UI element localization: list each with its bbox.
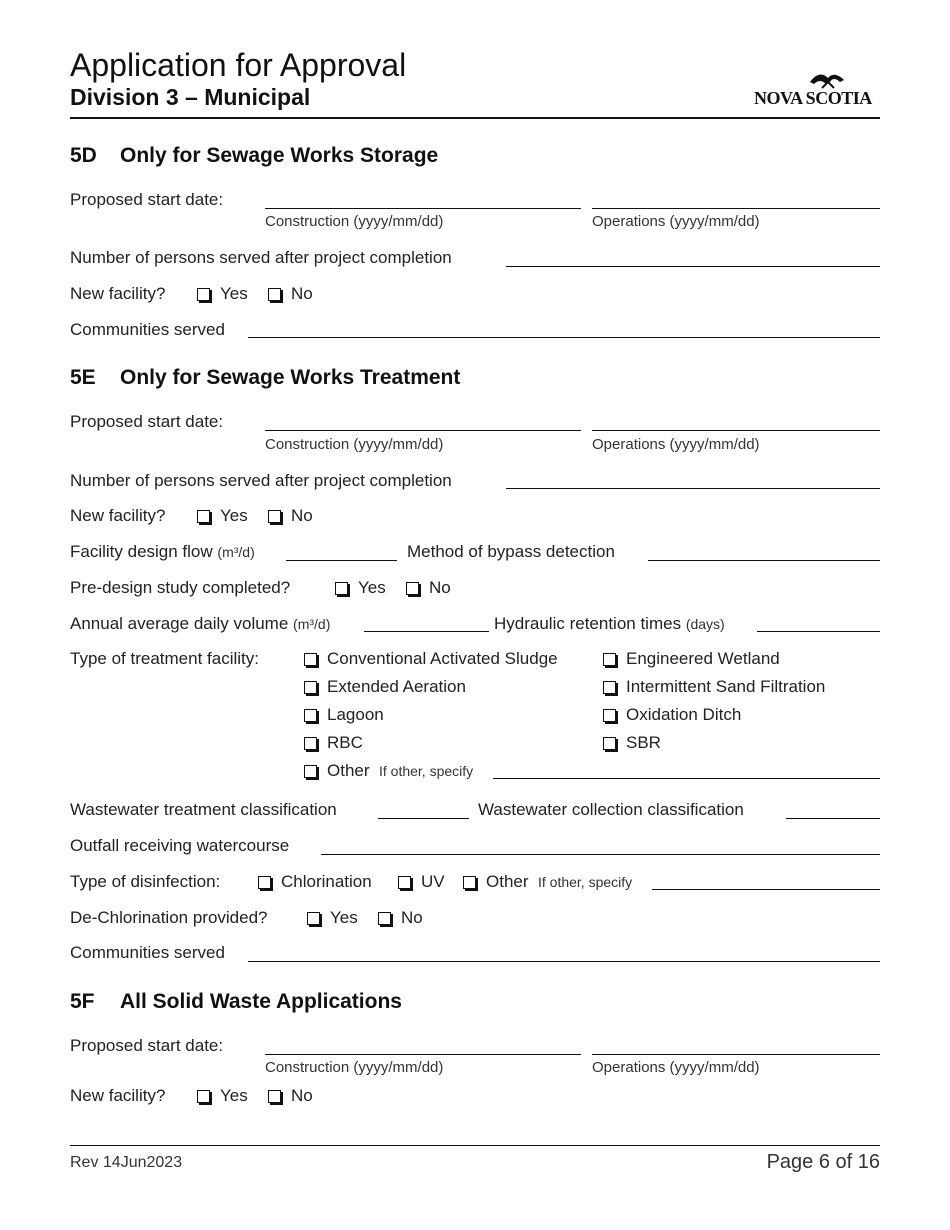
label-bypass-detection: Method of bypass detection (407, 542, 615, 561)
checkbox-disinfection-other[interactable] (463, 876, 476, 889)
label-treatment-type: Type of treatment facility: (70, 649, 259, 668)
checkbox-5e-new-facility-no[interactable] (268, 510, 281, 523)
label-5d-start-date: Proposed start date: (70, 190, 224, 209)
caption-5d-construction: Construction (yyyy/mm/dd) (265, 213, 444, 230)
footer-rule (70, 1145, 880, 1146)
option-5d-yes: Yes (220, 284, 248, 303)
header-rule (70, 117, 880, 119)
label-5d-persons-served: Number of persons served after project completion (70, 248, 452, 267)
option-engineered-wetland: Engineered Wetland (626, 649, 780, 668)
input-design-flow[interactable] (286, 560, 397, 561)
checkbox-predesign-no[interactable] (406, 582, 419, 595)
label-dechlorination: De-Chlorination provided? (70, 908, 268, 927)
checkbox-dechlorination-no[interactable] (378, 912, 391, 925)
label-5e-start-date: Proposed start date: (70, 412, 224, 431)
checkbox-oxidation-ditch[interactable] (603, 709, 616, 722)
option-treatment-other: Other If other, specify (327, 761, 474, 780)
label-5d-communities: Communities served (70, 320, 225, 339)
option-oxidation-ditch: Oxidation Ditch (626, 705, 742, 724)
checkbox-conventional-activated-sludge[interactable] (304, 653, 317, 666)
checkbox-lagoon[interactable] (304, 709, 317, 722)
checkbox-uv[interactable] (398, 876, 411, 889)
option-dechlorination-yes: Yes (330, 908, 358, 927)
section-5e-heading: 5E Only for Sewage Works Treatment (70, 366, 461, 389)
caption-5e-construction: Construction (yyyy/mm/dd) (265, 436, 444, 453)
label-collection-classification: Wastewater collection classification (478, 800, 744, 819)
input-5e-communities[interactable] (248, 961, 880, 962)
caption-5f-construction: Construction (yyyy/mm/dd) (265, 1059, 444, 1076)
input-5d-persons-served[interactable] (506, 266, 880, 267)
option-predesign-no: No (429, 578, 451, 597)
checkbox-5d-new-facility-no[interactable] (268, 288, 281, 301)
section-5d-heading: 5D Only for Sewage Works Storage (70, 144, 439, 167)
input-disinfection-other-specify[interactable] (652, 889, 880, 890)
input-5d-construction-date[interactable] (265, 208, 581, 209)
checkbox-treatment-other[interactable] (304, 765, 317, 778)
label-5e-new-facility: New facility? (70, 506, 166, 525)
option-intermittent-sand-filtration: Intermittent Sand Filtration (626, 677, 826, 696)
input-retention-times[interactable] (757, 631, 880, 632)
caption-5e-operations: Operations (yyyy/mm/dd) (592, 436, 760, 453)
checkbox-chlorination[interactable] (258, 876, 271, 889)
label-predesign-study: Pre-design study completed? (70, 578, 291, 597)
label-5d-new-facility: New facility? (70, 284, 166, 303)
checkbox-intermittent-sand-filtration[interactable] (603, 681, 616, 694)
label-treatment-classification: Wastewater treatment classification (70, 800, 337, 819)
label-design-flow: Facility design flow (m³/d) (70, 542, 255, 561)
option-lagoon: Lagoon (327, 705, 384, 724)
section-5f-heading: 5F All Solid Waste Applications (70, 990, 402, 1013)
checkbox-5f-new-facility-no[interactable] (268, 1090, 281, 1103)
input-5d-communities[interactable] (248, 337, 880, 338)
option-5f-no: No (291, 1086, 313, 1105)
option-dechlorination-no: No (401, 908, 423, 927)
option-predesign-yes: Yes (358, 578, 386, 597)
label-5e-communities: Communities served (70, 943, 225, 962)
option-extended-aeration: Extended Aeration (327, 677, 466, 696)
input-collection-classification[interactable] (786, 818, 880, 819)
checkbox-rbc[interactable] (304, 737, 317, 750)
footer-revision: Rev 14Jun2023 (70, 1154, 183, 1171)
option-5f-yes: Yes (220, 1086, 248, 1105)
label-annual-volume: Annual average daily volume (m³/d) (70, 614, 331, 633)
caption-5d-operations: Operations (yyyy/mm/dd) (592, 213, 760, 230)
input-outfall-watercourse[interactable] (321, 854, 880, 855)
option-5e-yes: Yes (220, 506, 248, 525)
option-5e-no: No (291, 506, 313, 525)
input-treatment-other-specify[interactable] (493, 778, 880, 779)
input-annual-volume[interactable] (364, 631, 489, 632)
input-5e-persons-served[interactable] (506, 488, 880, 489)
document-title: Application for Approval (70, 47, 407, 83)
label-5f-start-date: Proposed start date: (70, 1036, 224, 1055)
option-chlorination: Chlorination (281, 872, 372, 891)
checkbox-5d-new-facility-yes[interactable] (197, 288, 210, 301)
option-rbc: RBC (327, 733, 363, 752)
input-5d-operations-date[interactable] (592, 208, 880, 209)
checkbox-dechlorination-yes[interactable] (307, 912, 320, 925)
label-retention-times: Hydraulic retention times (days) (494, 614, 725, 633)
input-treatment-classification[interactable] (378, 818, 469, 819)
input-5e-construction-date[interactable] (265, 430, 581, 431)
footer-page-number: Page 6 of 16 (766, 1151, 880, 1173)
option-sbr: SBR (626, 733, 661, 752)
option-conventional-activated-sludge: Conventional Activated Sludge (327, 649, 558, 668)
logo-wordmark: NOVA SCOTIA (754, 88, 872, 108)
checkbox-predesign-yes[interactable] (335, 582, 348, 595)
caption-5f-operations: Operations (yyyy/mm/dd) (592, 1059, 760, 1076)
option-5d-no: No (291, 284, 313, 303)
input-5e-operations-date[interactable] (592, 430, 880, 431)
input-bypass-detection[interactable] (648, 560, 880, 561)
checkbox-extended-aeration[interactable] (304, 681, 317, 694)
option-disinfection-other: Other If other, specify (486, 872, 633, 891)
checkbox-5e-new-facility-yes[interactable] (197, 510, 210, 523)
input-5f-construction-date[interactable] (265, 1054, 581, 1055)
option-uv: UV (421, 872, 445, 891)
label-disinfection-type: Type of disinfection: (70, 872, 221, 891)
nova-scotia-logo (752, 72, 882, 110)
checkbox-sbr[interactable] (603, 737, 616, 750)
label-outfall-watercourse: Outfall receiving watercourse (70, 836, 290, 855)
label-5e-persons-served: Number of persons served after project completion (70, 471, 452, 490)
document-subtitle: Division 3 – Municipal (70, 84, 311, 110)
checkbox-engineered-wetland[interactable] (603, 653, 616, 666)
label-5f-new-facility: New facility? (70, 1086, 166, 1105)
input-5f-operations-date[interactable] (592, 1054, 880, 1055)
checkbox-5f-new-facility-yes[interactable] (197, 1090, 210, 1103)
